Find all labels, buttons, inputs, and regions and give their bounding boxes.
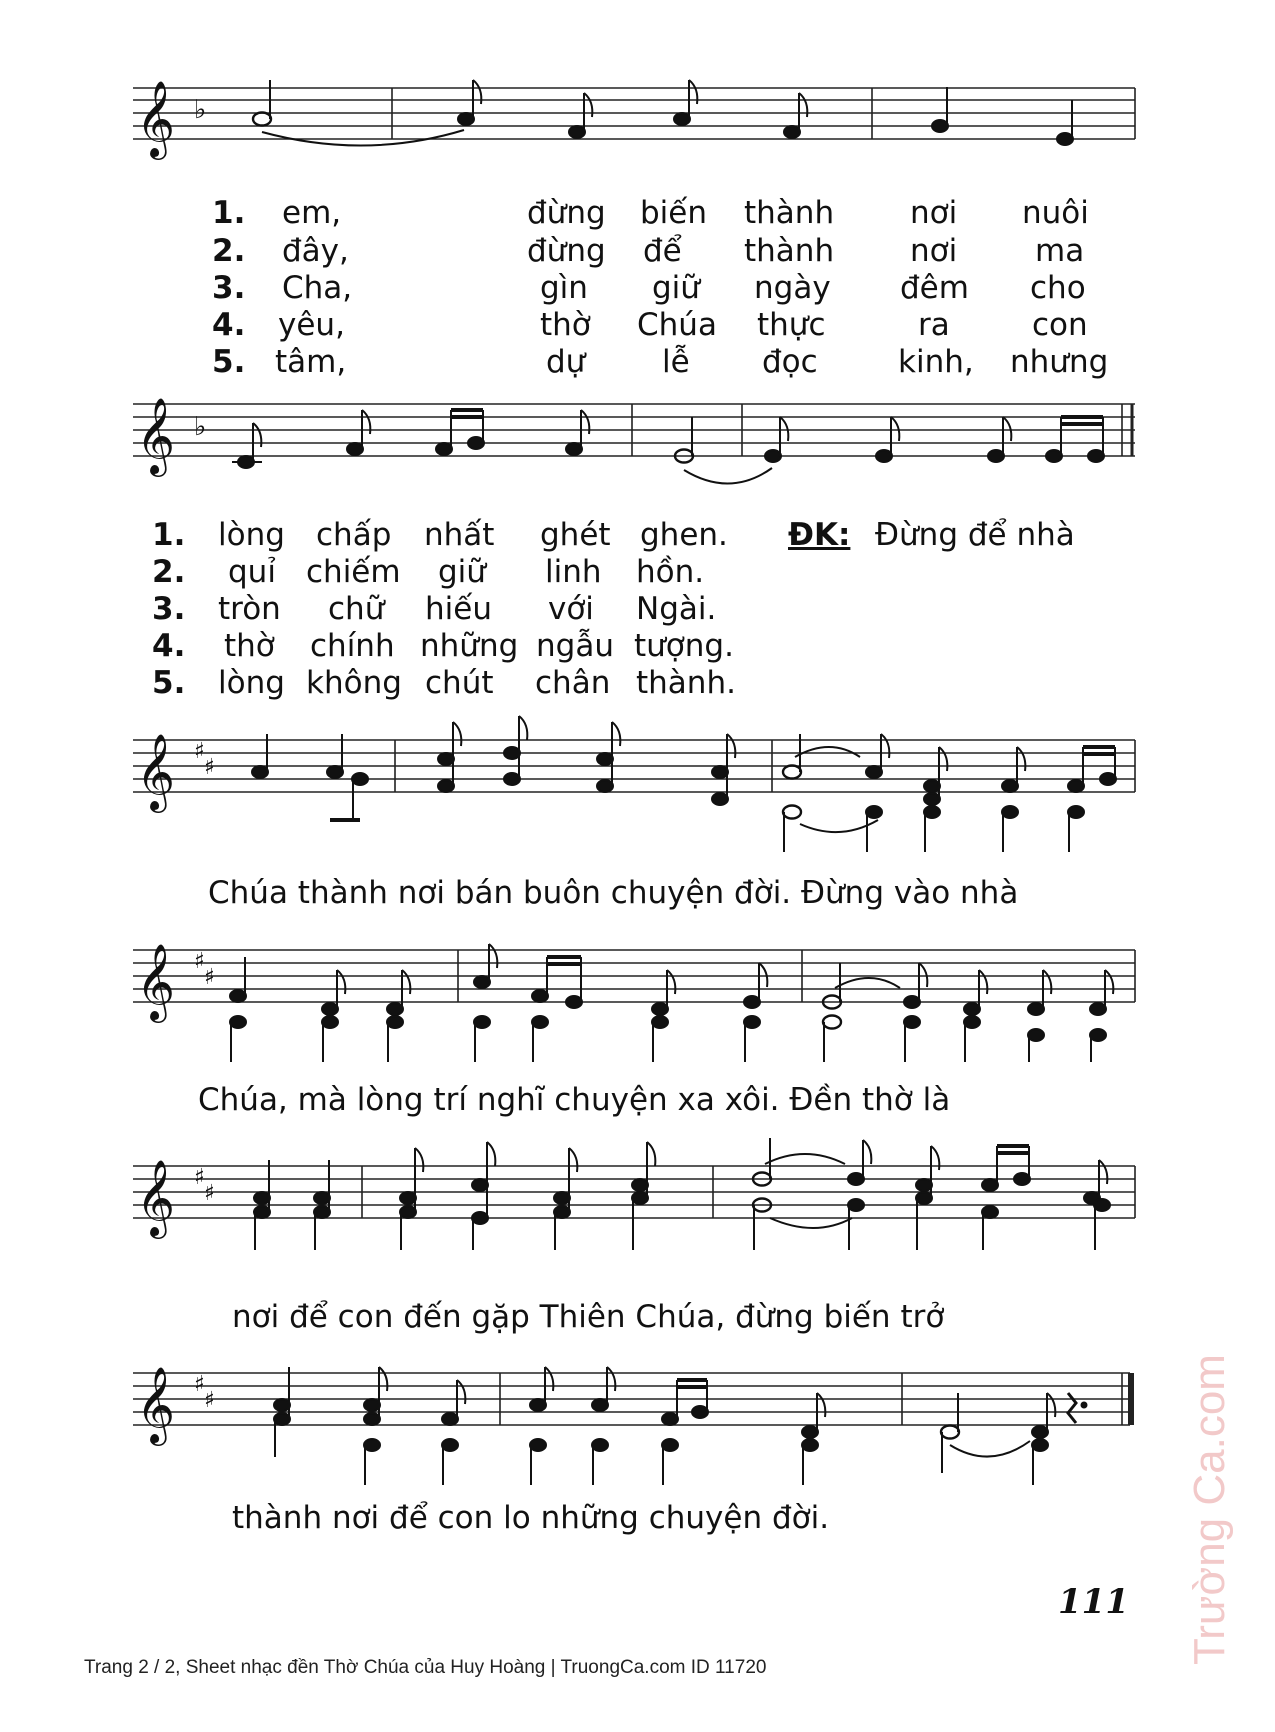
lyric-word: ra xyxy=(918,307,950,343)
svg-text:♯: ♯ xyxy=(204,755,215,780)
lyric-word: thành. xyxy=(636,665,736,701)
lyric-word: tròn xyxy=(218,591,281,627)
lyric-word: chiếm xyxy=(306,554,401,590)
lyric-word: nhất xyxy=(424,517,495,553)
verse-number: 3. xyxy=(152,591,186,627)
lyric-word: lễ xyxy=(662,344,690,380)
svg-text:♯: ♯ xyxy=(204,1181,215,1206)
staff-3 xyxy=(0,712,1275,872)
lyric-word: gìn xyxy=(540,270,588,306)
svg-text:♯: ♯ xyxy=(194,739,205,764)
lyric-word: ma xyxy=(1035,233,1085,269)
footer-caption: Trang 2 / 2, Sheet nhạc đền Thờ Chúa của Huy Hoàng | TruongCa.com ID 11720 xyxy=(84,1657,767,1678)
lyric-word: ngẫu xyxy=(536,628,614,664)
verse-number: 3. xyxy=(212,270,246,306)
lyric-word: chính xyxy=(310,628,395,664)
refrain-start: Đừng để nhà xyxy=(875,517,1075,553)
lyric-word: chút xyxy=(425,665,494,701)
svg-text:♯: ♯ xyxy=(194,1165,205,1190)
refrain-lyric-line: Chúa thành nơi bán buôn chuyện đời. Đừng vào nhà xyxy=(208,875,1019,911)
svg-text:♭: ♭ xyxy=(194,95,207,125)
svg-text:𝄞: 𝄞 xyxy=(136,80,176,157)
lyric-word: hiếu xyxy=(425,591,492,627)
lyric-word: đọc xyxy=(762,344,818,380)
refrain-marker: ĐK: xyxy=(788,517,851,553)
lyric-word: đừng xyxy=(527,195,606,231)
lyric-word: chữ xyxy=(328,591,385,627)
svg-text:♯: ♯ xyxy=(194,1372,205,1397)
staff-4 xyxy=(0,922,1275,1082)
lyric-word: nơi xyxy=(910,195,958,231)
lyric-word: cho xyxy=(1030,270,1086,306)
verse-number: 1. xyxy=(212,195,246,231)
lyric-word: biến xyxy=(640,195,708,231)
lyric-word: quỉ xyxy=(228,554,276,590)
lyric-word: thành xyxy=(744,195,835,231)
svg-text:𝄞: 𝄞 xyxy=(136,733,176,810)
lyric-word: giữ xyxy=(438,554,486,590)
lyric-word: thành xyxy=(744,233,835,269)
lyric-word: không xyxy=(306,665,402,701)
lyric-word: nuôi xyxy=(1022,195,1089,231)
lyric-word: chấp xyxy=(316,517,392,553)
lyric-word: yêu, xyxy=(278,307,345,343)
verse-number: 5. xyxy=(212,344,246,380)
verse-number: 4. xyxy=(212,307,246,343)
lyric-word: giữ xyxy=(652,270,700,306)
lyric-word: đây, xyxy=(282,233,349,269)
lyric-word: thực xyxy=(757,307,826,343)
svg-text:♯: ♯ xyxy=(204,965,215,990)
lyric-word: lòng xyxy=(218,665,285,701)
verse-number: 2. xyxy=(152,554,186,590)
lyric-word: nhưng xyxy=(1010,344,1109,380)
svg-text:♭: ♭ xyxy=(194,412,207,442)
lyric-word: chân xyxy=(535,665,611,701)
verse-number: 2. xyxy=(212,233,246,269)
watermark xyxy=(1180,1350,1234,1690)
refrain-lyric-line: nơi để con đến gặp Thiên Chúa, đừng biến trở xyxy=(232,1299,945,1335)
lyric-word: Ngài. xyxy=(636,591,717,627)
svg-text:𝄞: 𝄞 xyxy=(136,397,176,474)
lyric-word: những xyxy=(420,628,519,664)
lyric-word: đừng xyxy=(527,233,606,269)
staff-2 xyxy=(0,380,1275,510)
refrain-lyric-line: thành nơi để con lo những chuyện đời. xyxy=(232,1500,830,1536)
lyric-word: Cha, xyxy=(282,270,353,306)
verse-number: 1. xyxy=(152,517,186,553)
lyric-word: ngày xyxy=(754,270,831,306)
lyric-word: con xyxy=(1032,307,1088,343)
lyric-word: ghét xyxy=(540,517,611,553)
lyric-word: thờ xyxy=(540,307,591,343)
staff-1 xyxy=(0,0,1275,170)
page-number: 111 xyxy=(1058,1582,1129,1622)
svg-text:♯: ♯ xyxy=(194,949,205,974)
lyric-word: linh xyxy=(545,554,602,590)
svg-text:♯: ♯ xyxy=(204,1388,215,1413)
lyric-word: ghen. xyxy=(640,517,728,553)
lyric-word: với xyxy=(548,591,594,627)
svg-text:𝄞: 𝄞 xyxy=(136,943,176,1020)
svg-text:𝄞: 𝄞 xyxy=(136,1366,176,1443)
lyric-word: Chúa xyxy=(637,307,717,343)
refrain-lyric-line: Chúa, mà lòng trí nghĩ chuyện xa xôi. Đền thờ là xyxy=(198,1082,951,1118)
lyric-word: lòng xyxy=(218,517,285,553)
lyric-word: em, xyxy=(282,195,342,231)
lyric-word: hồn. xyxy=(636,554,705,590)
staff-5 xyxy=(0,1138,1275,1298)
lyric-word: tâm, xyxy=(275,344,347,380)
svg-text:𝄞: 𝄞 xyxy=(136,1159,176,1236)
lyric-word: nơi xyxy=(910,233,958,269)
watermark-text: Trường Ca.com xyxy=(1185,1354,1234,1665)
lyric-word: dự xyxy=(546,344,586,380)
lyric-word: kinh, xyxy=(898,344,974,380)
lyric-word: để xyxy=(643,233,682,269)
staff-6 xyxy=(0,1345,1275,1505)
lyric-word: thờ xyxy=(224,628,275,664)
verse-number: 4. xyxy=(152,628,186,664)
lyric-word: đêm xyxy=(900,270,969,306)
verse-number: 5. xyxy=(152,665,186,701)
lyric-word: tượng. xyxy=(634,628,734,664)
